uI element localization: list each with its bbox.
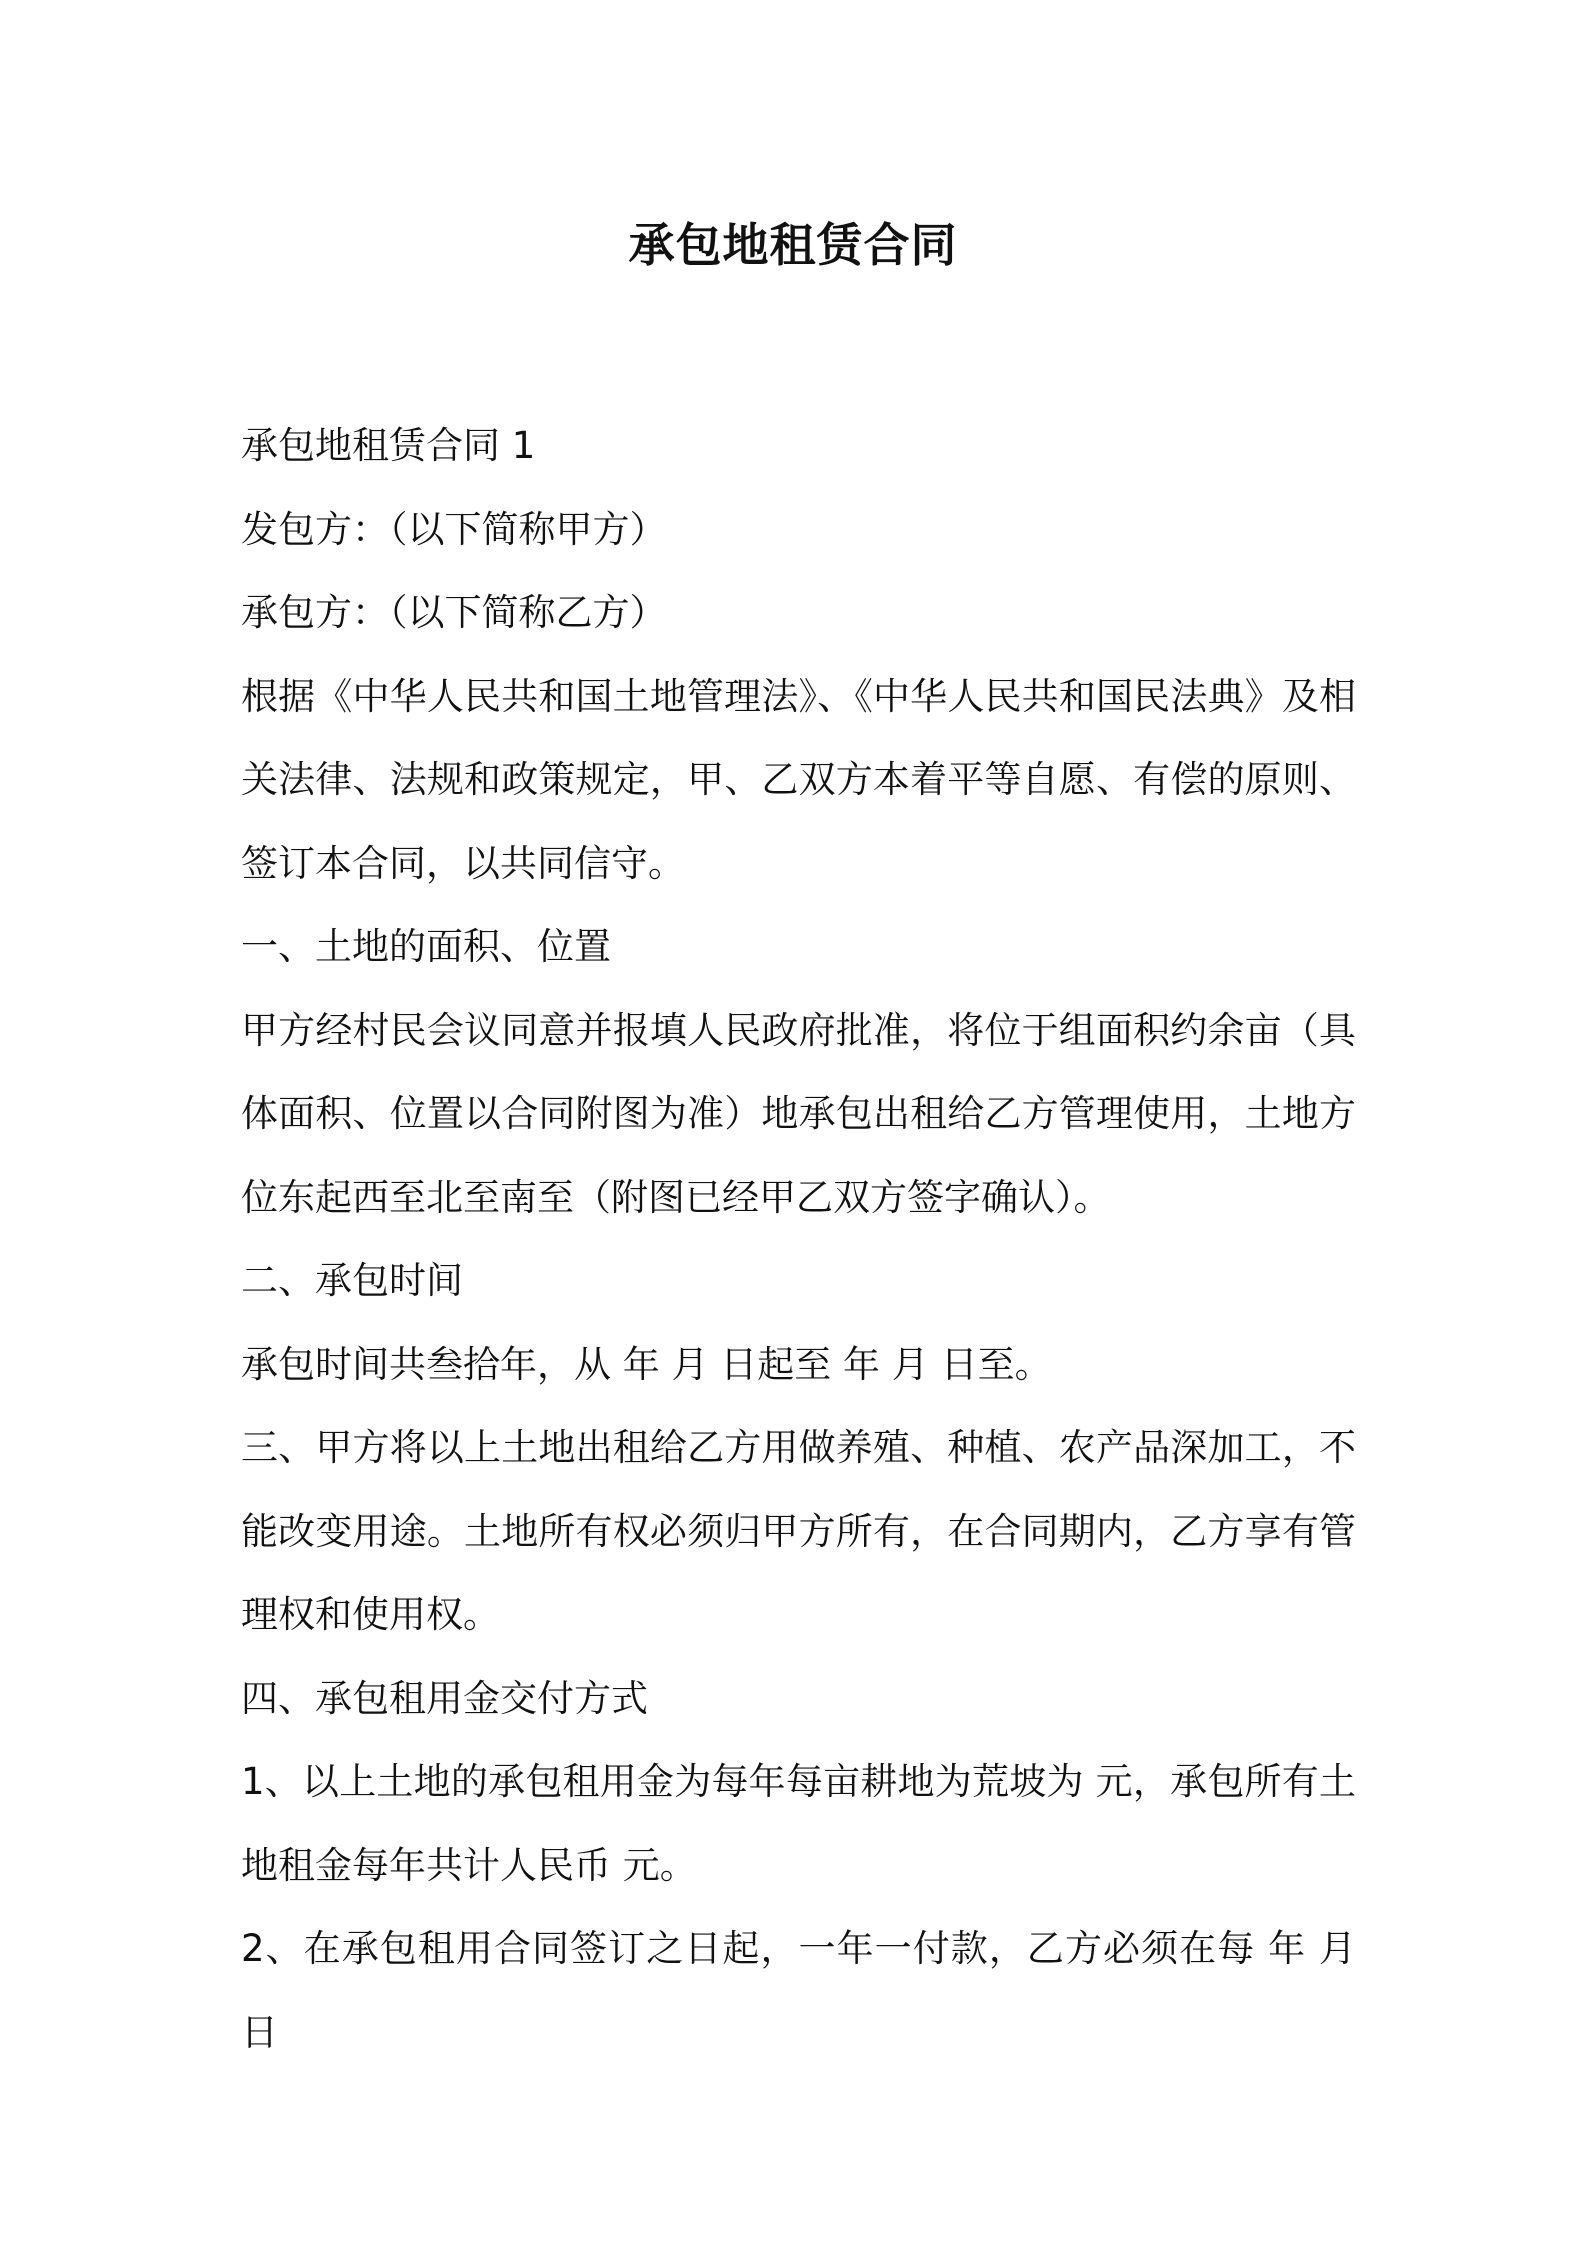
section-4-item-2: 2、在承包租用合同签订之日起，一年一付款，乙方必须在每 年 月 日 — [241, 1927, 1356, 2054]
party-b-line: 承包方：（以下简称乙方） — [241, 591, 667, 634]
section-heading-2: 二、承包时间 — [241, 1259, 463, 1302]
party-a-line: 发包方：（以下简称甲方） — [241, 507, 667, 551]
section-3-paragraph: 三、甲方将以上土地出租给乙方用做养殖、种植、农产品深加工，不能改变用途。土地所有权必须归甲方所有，在合同期内，乙方享有管理权和使用权。 — [241, 1426, 1356, 1636]
document-title: 承包地租赁合同 — [628, 218, 958, 272]
document-body — [241, 404, 1356, 2074]
section-heading-1: 一、土地的面积、位置 — [241, 925, 611, 968]
section-4-item-1: 1、以上土地的承包租用金为每年每亩耕地为荒坡为 元，承包所有土地租金每年共计人民币 元。 — [241, 1760, 1356, 1887]
contract-heading: 承包地租赁合同 1 — [241, 424, 536, 467]
section-2-paragraph: 承包时间共叁拾年，从 年 月 日起至 年 月 日至。 — [241, 1342, 1052, 1386]
preamble-paragraph: 根据《中华人民共和国土地管理法》、《中华人民共和国民法典》及相关法律、法规和政策规定，甲、乙双方本着平等自愿、有偿的原则、签订本合同，以共同信守。 — [241, 674, 1356, 885]
section-heading-4: 四、承包租用金交付方式 — [241, 1676, 648, 1720]
section-1-paragraph: 甲方经村民会议同意并报填人民政府批准，将位于组面积约余亩（具体面积、位置以合同附图为准）地承包出租给乙方管理使用，土地方位东起西至北至南至（附图已经甲乙双方签字确认）。 — [241, 1008, 1356, 1219]
